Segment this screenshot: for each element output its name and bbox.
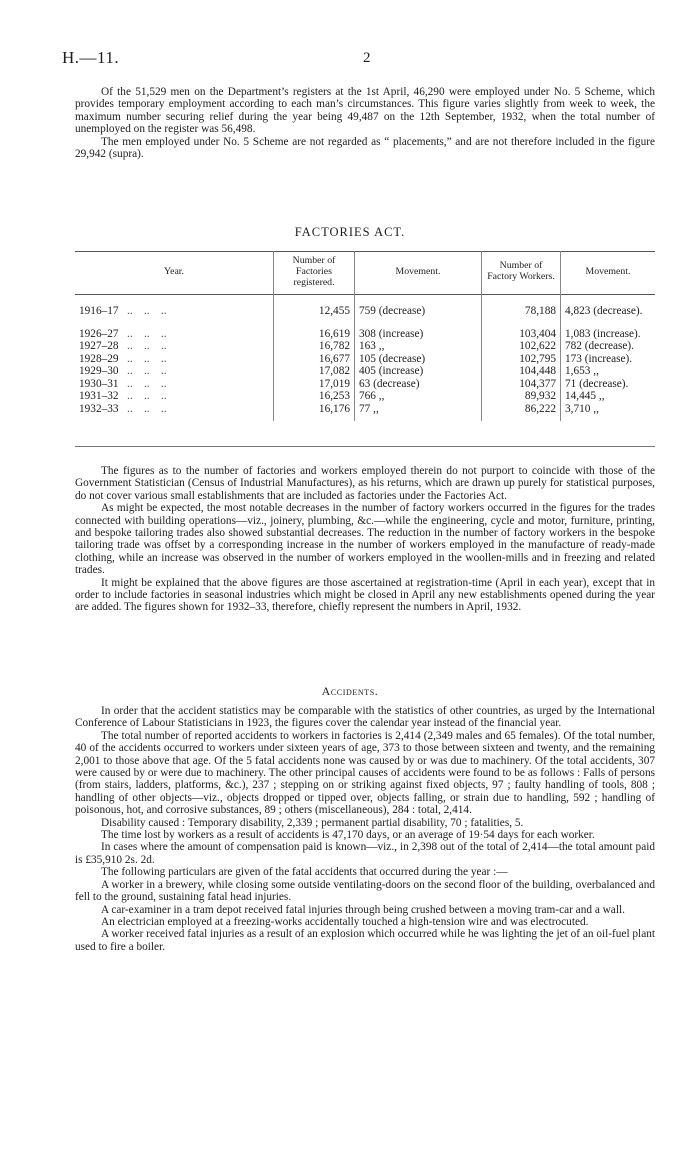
accidents-paragraph-7: A worker in a brewery, while closing some outside ventilating-doors on the second floor of the building, overbalanced and fell to the ground, sustaining fatal head injuries.	[75, 878, 655, 904]
movement-cell: 63 (decrease)	[355, 378, 482, 391]
workers-cell: 104,377	[482, 378, 561, 391]
year-cell: 1928–29	[79, 352, 119, 365]
movement-cell: 759 (decrease)	[355, 295, 482, 318]
table-row: 1930–31 .. .. .. 17,019 63 (decrease) 104,377 71 (decrease).	[75, 378, 655, 391]
factories-cell: 16,677	[274, 353, 355, 366]
workers-movement-cell: 71 (decrease).	[561, 378, 656, 391]
year-cell: 1916–17	[79, 305, 119, 318]
factories-paragraph-3: It might be explained that the above figures are those ascertained at registration-time (April in each year), except that in order to include factories in seasonal industries which might be closed in April any new establishments opened during the year are added. The figures shown for 1932–33, therefore, chiefly represent the numbers in April, 1932.	[75, 576, 655, 614]
table-row: 1926–27 .. .. .. 16,619 308 (increase) 103,404 1,083 (increase).	[75, 328, 655, 341]
col-header-workers: Number of Factory Workers.	[482, 252, 561, 295]
table-bottom-rule	[75, 446, 655, 447]
movement-cell: 308 (increase)	[355, 328, 482, 341]
accidents-paragraph-2: The total number of reported accidents to workers in factories is 2,414 (2,349 males and 65 females). Of the total number, 40 of the accidents occurred to workers under sixteen years of age, 373 to those between sixteen and twenty, and the remaining 2,001 to those above that age. Of the 5 fatal accidents none was caused by or was due to machinery. Of the total accidents, 307 were caused by or were due to machinery. The other principal causes of accidents were found to be as follows : Falls of persons (from stairs, ladders, platforms, &c.), 237 ; stepping on or striking against fixed objects, 97 ; faulty handling of tools, 808 ; handling of other objects—viz., objects dropped or tipped over, objects falling, or strain due to handling, 592 ; handling of poisonous, hot, and corrosive substances, 89 ; others (miscellaneous), 284 : total, 2,414.	[75, 729, 655, 817]
col-header-workers-movement: Movement.	[561, 252, 656, 295]
table-row: 1929–30 .. .. .. 17,082 405 (increase) 104,448 1,653 ,,	[75, 365, 655, 378]
movement-cell: 405 (increase)	[355, 365, 482, 378]
table-row: 1928–29 .. .. .. 16,677 105 (decrease) 102,795 173 (increase).	[75, 353, 655, 366]
workers-movement-cell: 3,710 ,,	[561, 403, 656, 422]
table-row: 1931–32 .. .. .. 16,253 766 ,, 89,932 14,445 ,,	[75, 390, 655, 403]
factories-cell: 16,253	[274, 390, 355, 403]
factories-paragraph-1: The figures as to the number of factories and workers employed therein do not purport to coincide with those of the Government Statistician (Census of Industrial Manufactures), as his returns, which are drawn up purely for statistical purposes, do not cover various small establishments that are included as factories under the Factories Act.	[75, 465, 655, 502]
document-reference: H.—11.	[62, 48, 120, 67]
year-cell: 1927–28	[79, 340, 119, 353]
accidents-paragraph-3: Disability caused : Temporary disability, 2,339 ; permanent partial disability, 70 ; fatalities, 5.	[101, 816, 524, 829]
workers-cell: 103,404	[482, 328, 561, 341]
year-cell: 1931–32	[79, 390, 119, 403]
accidents-section	[75, 705, 655, 953]
page-number: 2	[363, 50, 371, 66]
table-row: 1932–33 .. .. .. 16,176 77 ,, 86,222 3,710 ,,	[75, 403, 655, 422]
col-header-movement: Movement.	[355, 252, 482, 295]
table-row: 1916–17 .. .. .. 12,455 759 (decrease) 78,188 4,823 (decrease).	[75, 295, 655, 318]
workers-cell: 102,622	[482, 340, 561, 353]
movement-cell: 163 ,,	[355, 340, 482, 353]
factories-cell: 17,082	[274, 365, 355, 378]
workers-movement-cell: 173 (increase).	[561, 353, 656, 366]
factories-cell: 16,176	[274, 403, 355, 422]
intro-paragraph-2: The men employed under No. 5 Scheme are not regarded as “ placements,” and are not therefore included in the figure 29,942 (supra).	[75, 135, 655, 161]
intro-section	[75, 86, 655, 160]
factories-paragraph-2: As might be expected, the most notable decreases in the number of factory workers occurred in the figures for the trades connected with building operations—viz., joinery, plumbing, &c.—while the engineering, cycle and motor, furniture, printing, and bespoke tailoring trades also showed substantial decreases. The reduction in the number of factory workers in the bespoke tailoring trade was offset by a corresponding increase in the number of workers employed in the manufacture of ready-made clothing, while an increase was observed in the number of workers employed in the woollen-mills and in freezing and related trades.	[75, 502, 655, 577]
factories-cell: 16,782	[274, 340, 355, 353]
workers-movement-cell: 14,445 ,,	[561, 390, 656, 403]
accidents-paragraph-1: In order that the accident statistics may be comparable with the statistics of other countries, as urged by the International Conference of Labour Statisticians in 1923, the figures cover the calendar year instead of the financial year.	[75, 705, 655, 730]
accidents-paragraph-9: An electrician employed at a freezing-works accidentally touched a high-tension wire and was electrocuted.	[101, 915, 589, 928]
accidents-paragraph-10: A worker received fatal injuries as a result of an explosion which occurred while he was lighting the jet of an oil-fuel plant used to fire a boiler.	[75, 928, 655, 953]
workers-cell: 89,932	[482, 390, 561, 403]
workers-movement-cell: 1,083 (increase).	[561, 328, 656, 341]
factories-act-heading: FACTORIES ACT.	[294, 225, 406, 239]
year-cell: 1926–27	[79, 327, 119, 340]
col-header-year: Year.	[164, 265, 184, 277]
workers-cell: 78,188	[482, 295, 561, 318]
intro-paragraph-1: Of the 51,529 men on the Department’s registers at the 1st April, 46,290 were employed under No. 5 Scheme, which provides temporary employment according to each man’s circumstances. This figure varies slightly from week to week, the maximum number securing relief during the year being 49,487 on the 12th September, 1932, when the total number of unemployed on the register was 56,498.	[75, 86, 655, 136]
factories-commentary	[75, 465, 655, 614]
accidents-paragraph-6: The following particulars are given of the fatal accidents that occurred during the year :—	[101, 866, 508, 879]
accidents-paragraph-8: A car-examiner in a tram depot received fatal injuries through being crushed between a moving tram-car and a wall.	[101, 903, 625, 916]
factories-cell: 16,619	[274, 328, 355, 341]
year-cell: 1930–31	[79, 377, 119, 390]
accidents-paragraph-4: The time lost by workers as a result of accidents is 47,170 days, or an average of 19·54 days for each worker.	[101, 829, 595, 842]
movement-cell: 77 ,,	[355, 403, 482, 422]
workers-movement-cell: 782 (decrease).	[561, 340, 656, 353]
table-row: 1927–28 .. .. .. 16,782 163 ,, 102,622 782 (decrease).	[75, 340, 655, 353]
table-header-row	[75, 252, 655, 295]
year-cell: 1932–33	[79, 402, 119, 415]
factories-cell: 17,019	[274, 378, 355, 391]
workers-cell: 86,222	[482, 403, 561, 422]
movement-cell: 766 ,,	[355, 390, 482, 403]
workers-cell: 104,448	[482, 365, 561, 378]
workers-movement-cell: 4,823 (decrease).	[561, 295, 656, 318]
accidents-heading: Accidents.	[321, 684, 379, 698]
factories-table	[75, 251, 655, 421]
year-cell: 1929–30	[79, 365, 119, 378]
workers-cell: 102,795	[482, 353, 561, 366]
accidents-paragraph-5: In cases where the amount of compensation paid is known—viz., in 2,398 out of the total of 2,414—the total amount paid is £35,910 2s. 2d.	[75, 841, 655, 866]
col-header-factories: Number of Factories registered.	[274, 252, 355, 295]
workers-movement-cell: 1,653 ,,	[561, 365, 656, 378]
movement-cell: 105 (decrease)	[355, 353, 482, 366]
factories-cell: 12,455	[274, 295, 355, 318]
